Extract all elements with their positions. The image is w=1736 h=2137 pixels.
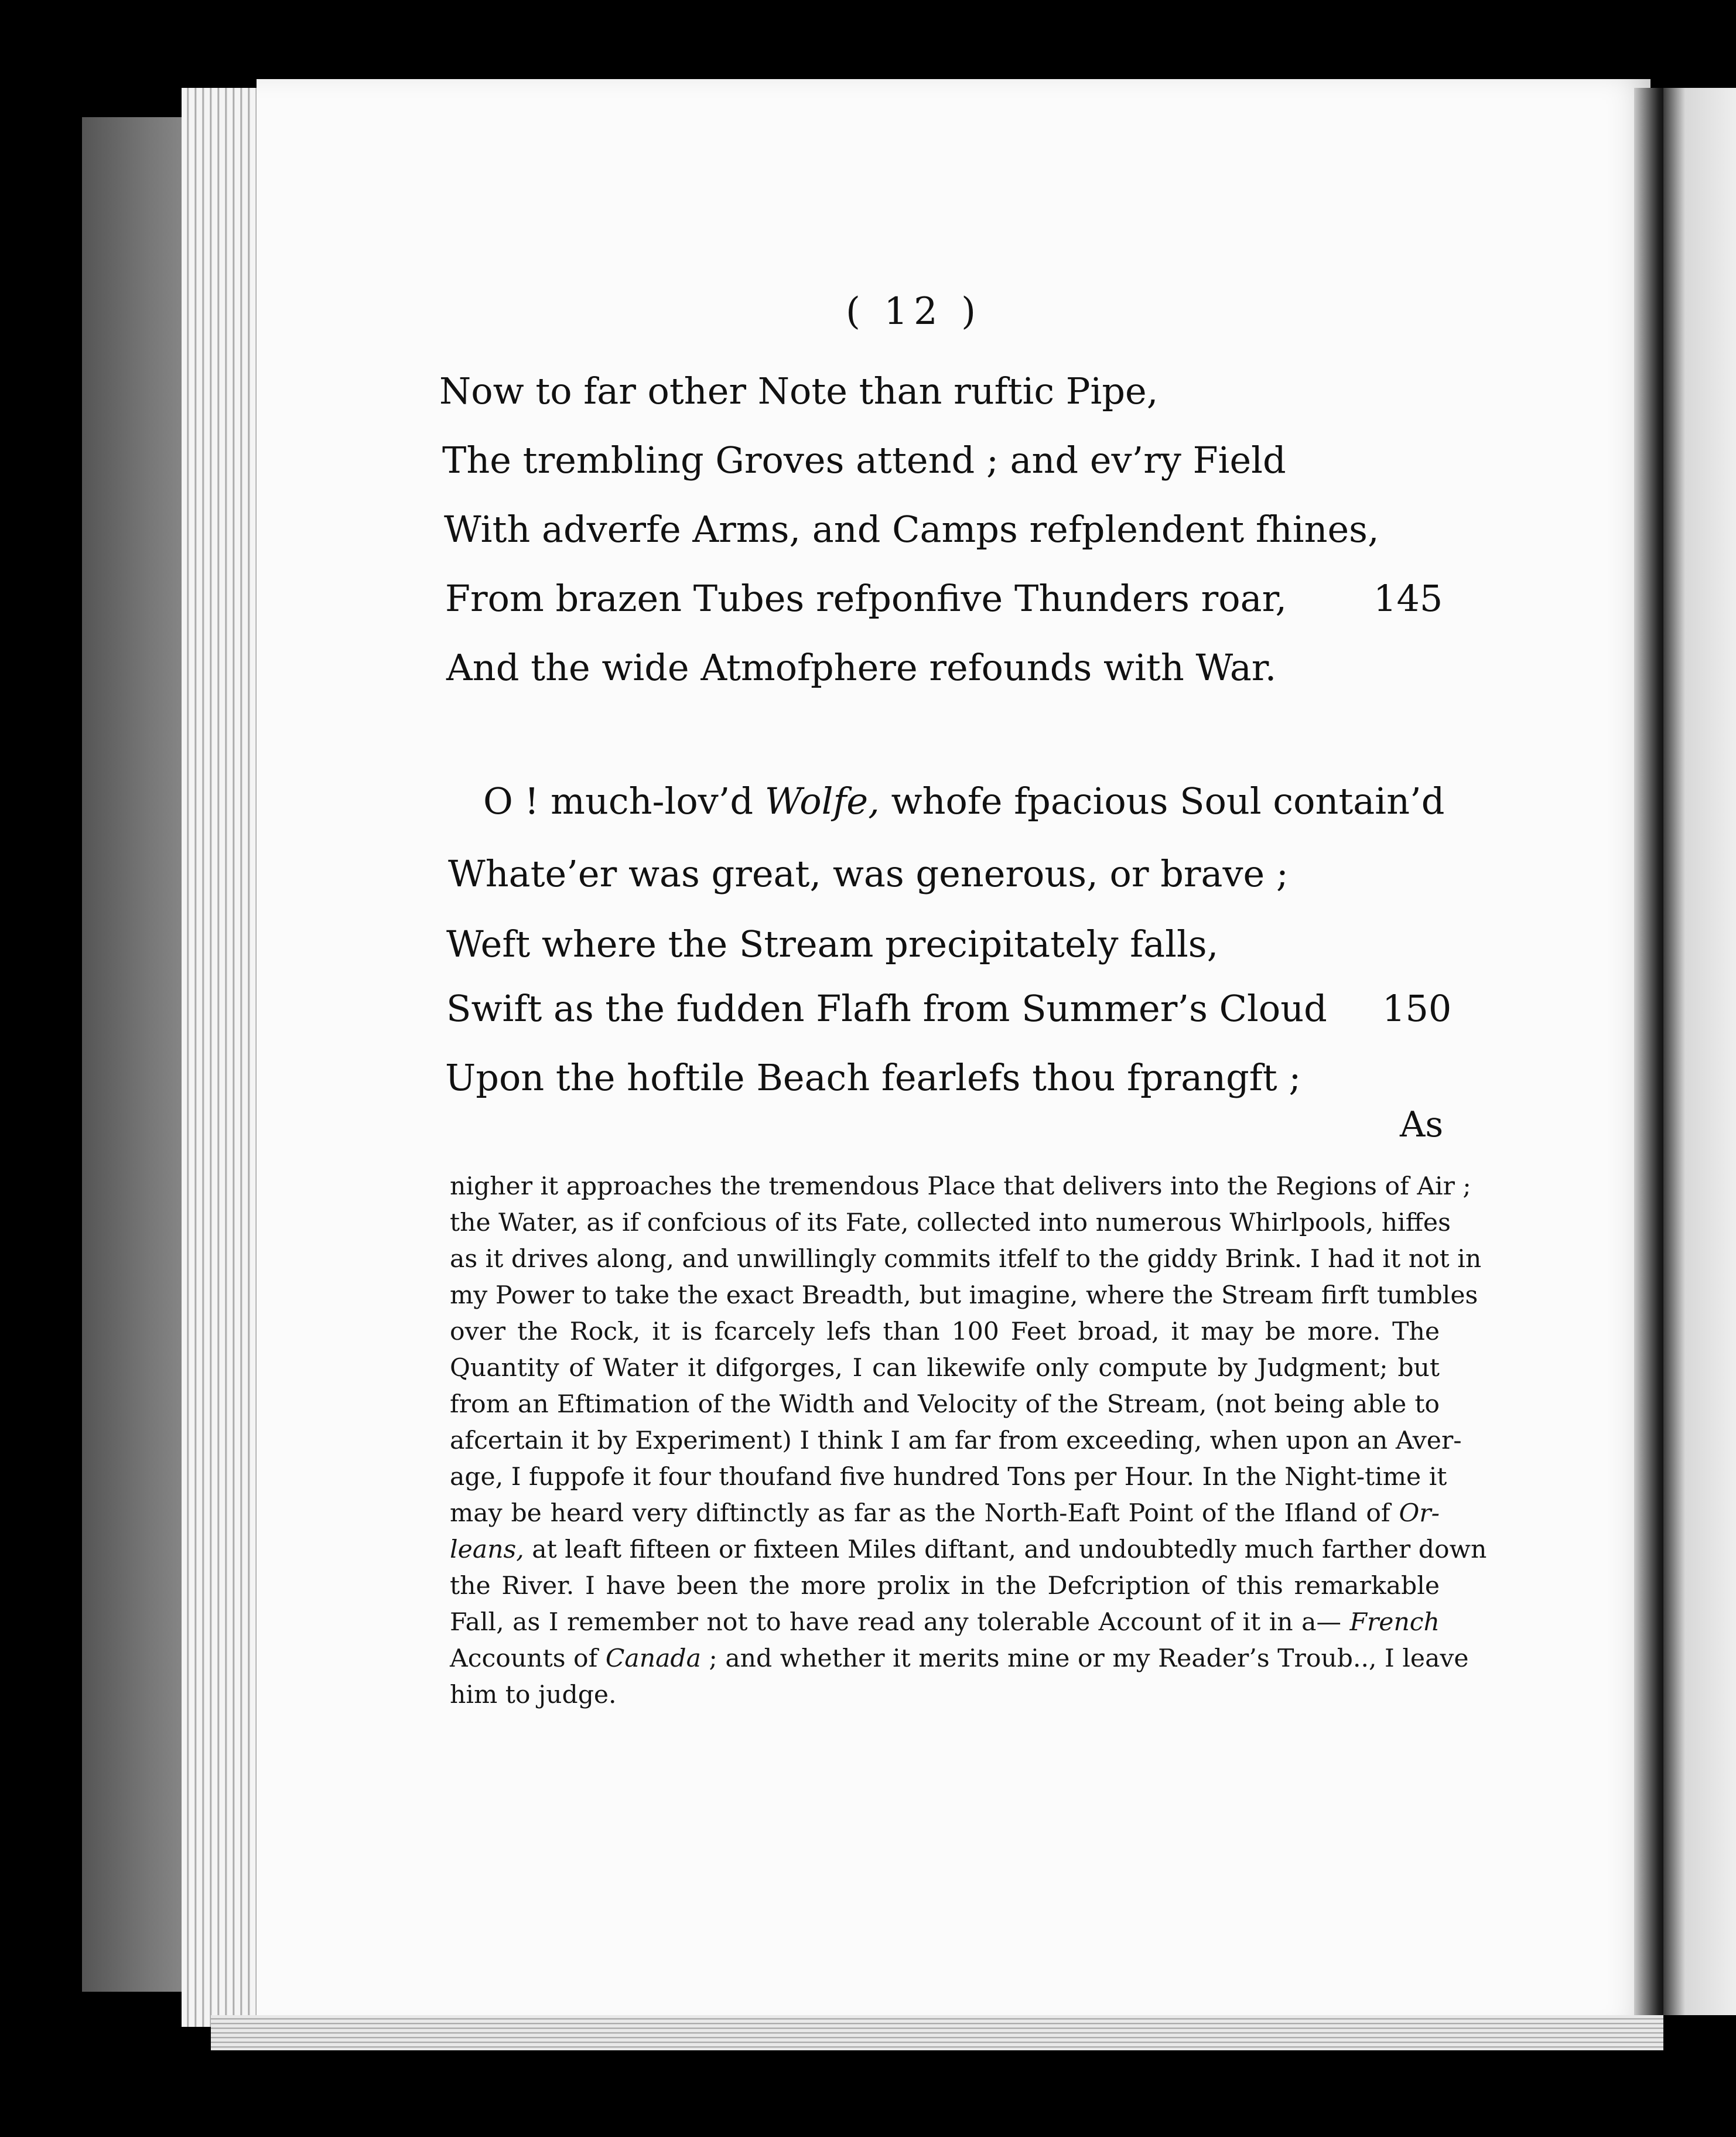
verse-text: And the wide Atmofphere refounds with War. xyxy=(446,646,1277,689)
footnote-line: the River. I have been the more prolix in the Defcription of this remarkable xyxy=(450,1572,1440,1600)
footnote-line: him to judge. xyxy=(450,1681,617,1709)
verse-line xyxy=(0,985,1736,1032)
verse-name-wolfe: Wolfe, xyxy=(764,780,880,822)
footnote-line: as it drives along, and unwillingly commits itfelf to the giddy Brink. I had it not in xyxy=(450,1245,1482,1274)
verse-line xyxy=(0,437,1736,484)
footnote-line: over the Rock, it is fcarcely lefs than 100 Feet broad, it may be more. The xyxy=(450,1317,1440,1346)
verse-text: Now to far other Note than ruftic Pipe, xyxy=(439,370,1159,412)
verse-line xyxy=(0,1054,1736,1101)
verse-line xyxy=(0,921,1736,968)
verse-text-part: O ! much-lov’d xyxy=(483,780,765,822)
line-number: 150 xyxy=(1382,987,1452,1030)
footnote-italic: leans, xyxy=(450,1535,524,1564)
footnote-line: age, I fuppofe it four thoufand five hundred Tons per Hour. In the Night-time it xyxy=(450,1463,1447,1491)
verse-text xyxy=(483,778,1444,825)
footnote-text-part: may be heard very diftinctly as far as the North-Eaft Point of the Ifland of xyxy=(450,1499,1399,1528)
footnote-text-part: ; and whether it merits mine or my Reader’s Troub.., I leave xyxy=(700,1644,1469,1673)
footnote-line xyxy=(450,1532,1487,1568)
footnote-line xyxy=(450,1641,1469,1677)
footnote-line: my Power to take the exact Breadth, but imagine, where the Stream firft tumbles xyxy=(450,1281,1478,1310)
verse-text-part: whofe fpacious Soul contain’d xyxy=(879,780,1445,822)
verse-text: Weft where the Stream precipitately falls, xyxy=(446,923,1219,965)
verse-text: With adverfe Arms, and Camps refplendent fhines, xyxy=(444,508,1379,551)
footnote-text-part: Accounts of xyxy=(450,1644,606,1673)
verse-line xyxy=(0,368,1736,415)
footnote xyxy=(450,1169,1487,1713)
footnote-text-part: at leaft fifteen or fixteen Miles diftant, and undoubtedly much farther down xyxy=(524,1535,1487,1564)
verse-text: From brazen Tubes refponfive Thunders roar, xyxy=(445,577,1287,620)
verse-text: Swift as the fudden Flafh from Summer’s Cloud xyxy=(446,987,1327,1030)
verse-text: Upon the hoftile Beach fearlefs thou fprangft ; xyxy=(445,1056,1301,1099)
footnote-italic: Or- xyxy=(1399,1499,1440,1528)
footnote-text-part: Fall, as I remember not to have read any tolerable Account of it in a— xyxy=(450,1608,1350,1637)
footnote-line: afcertain it by Experiment) I think I am far from exceeding, when upon an Aver- xyxy=(450,1426,1462,1455)
verse-line xyxy=(0,644,1736,691)
verse-line xyxy=(0,575,1736,622)
verse-line xyxy=(0,506,1736,553)
catchword: As xyxy=(1400,1104,1444,1145)
footnote-line xyxy=(450,1605,1440,1641)
verse-line xyxy=(0,851,1736,897)
footnote-line: from an Eftimation of the Width and Velocity of the Stream, (not being able to xyxy=(450,1390,1440,1419)
footnote-line: the Water, as if confcious of its Fate, collected into numerous Whirlpools, hiffes xyxy=(450,1209,1451,1237)
page-number: ( 12 ) xyxy=(845,290,982,333)
footnote-italic: French xyxy=(1349,1608,1440,1637)
line-number: 145 xyxy=(1373,577,1443,620)
footnote-line: nigher it approaches the tremendous Place that delivers into the Regions of Air ; xyxy=(450,1172,1471,1201)
verse-text: The trembling Groves attend ; and ev’ry Field xyxy=(442,439,1286,482)
footnote-line: Quantity of Water it difgorges, I can likewife only compute by Judgment; but xyxy=(450,1354,1440,1382)
verse-line xyxy=(0,778,1736,825)
footnote-italic: Canada xyxy=(605,1644,701,1673)
verse-text: Whate’er was great, was generous, or brave ; xyxy=(448,852,1289,895)
footnote-line xyxy=(450,1496,1440,1532)
